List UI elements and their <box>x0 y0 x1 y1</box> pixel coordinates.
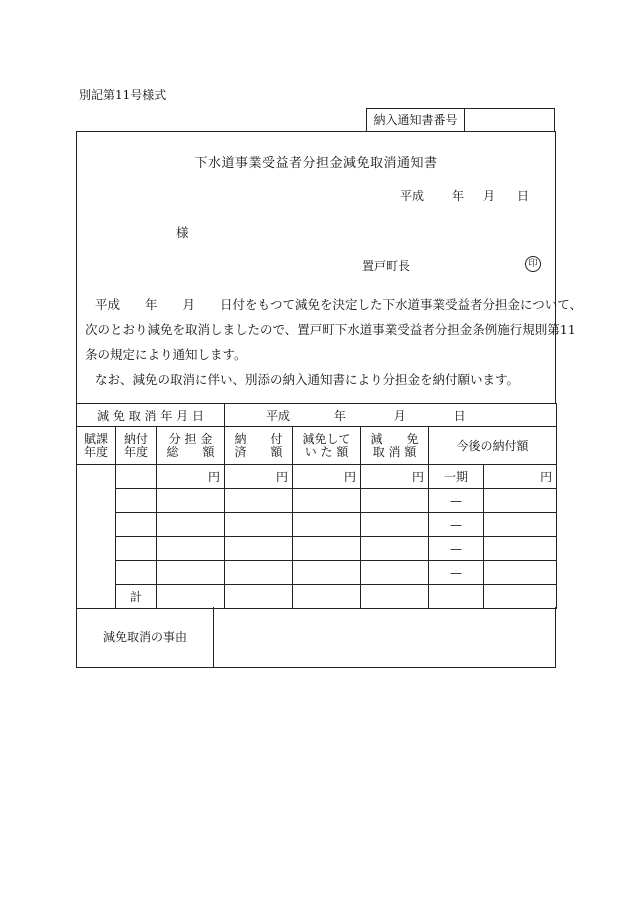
table-row <box>77 465 557 489</box>
period-cell: — <box>429 513 484 537</box>
date-year: 年 <box>452 189 465 203</box>
table-row <box>77 537 557 561</box>
date-month: 月 <box>483 189 496 203</box>
future-amount-cell: 円 <box>484 465 557 489</box>
cancel-date-year: 年 <box>333 408 346 423</box>
reason-section <box>76 607 556 668</box>
notice-body-section <box>76 131 583 404</box>
period-cell: — <box>429 489 484 513</box>
col-fiscal-year: 賦課 年度 <box>77 427 116 465</box>
period-cell: — <box>429 561 484 585</box>
table-row <box>77 513 557 537</box>
recipient-suffix: 様 <box>176 225 189 240</box>
date-day: 日 <box>517 189 530 203</box>
cancel-date-day: 日 <box>453 408 466 423</box>
date-era: 平成 <box>400 189 425 203</box>
col-pay-year: 納付 年度 <box>116 427 157 465</box>
col-total: 分 担 金 総 額 <box>157 427 225 465</box>
col-exempted: 減免して い た 額 <box>293 427 361 465</box>
fiscal-year-cell <box>77 465 116 609</box>
cancel-date-value <box>225 404 557 427</box>
total-row <box>77 585 557 609</box>
col-paid: 納 付 済 額 <box>225 427 293 465</box>
column-header-row <box>77 427 557 465</box>
cancel-date-row <box>77 404 557 427</box>
notice-number-label: 納入通知書番号 <box>367 109 465 131</box>
period-cell: 一期 <box>429 465 484 489</box>
pay-year-cell <box>116 465 157 489</box>
col-future: 今後の納付額 <box>429 427 557 465</box>
seal-mark: 印 <box>525 256 541 272</box>
issuer-name: 置戸町長 <box>362 259 411 273</box>
period-cell: — <box>429 537 484 561</box>
cancel-date-era: 平成 <box>266 408 291 423</box>
document-title: 下水道事業受益者分担金減免取消通知書 <box>194 156 438 171</box>
table-row <box>77 489 557 513</box>
total-cell: 円 <box>157 465 225 489</box>
cancel-date-label: 減 免 取 消 年 月 日 <box>77 404 225 427</box>
body-line-2: 次のとおり減免を取消しましたので、置戸町下水道事業受益者分担金条例施行規則第11 <box>85 322 576 337</box>
reason-label: 減免取消の事由 <box>77 607 214 667</box>
body-line-1: 平成 年 月 日付をもつて減免を決定した下水道事業受益者分担金について、 <box>95 297 583 312</box>
paid-cell: 円 <box>225 465 293 489</box>
body-line-3: 条の規定により通知します。 <box>85 347 247 362</box>
cancel-date-month: 月 <box>393 408 406 423</box>
form-number-label: 別記第11号様式 <box>79 88 167 102</box>
amount-table <box>76 403 557 609</box>
notice-number-box <box>366 108 555 132</box>
body-line-4: なお、減免の取消に伴い、別添の納入通知書により分担金を納付願います。 <box>95 372 520 387</box>
table-row <box>77 561 557 585</box>
total-label: 計 <box>116 585 157 609</box>
exempted-cell: 円 <box>293 465 361 489</box>
col-cancelled: 減 免 取 消 額 <box>361 427 429 465</box>
cancelled-cell: 円 <box>361 465 429 489</box>
